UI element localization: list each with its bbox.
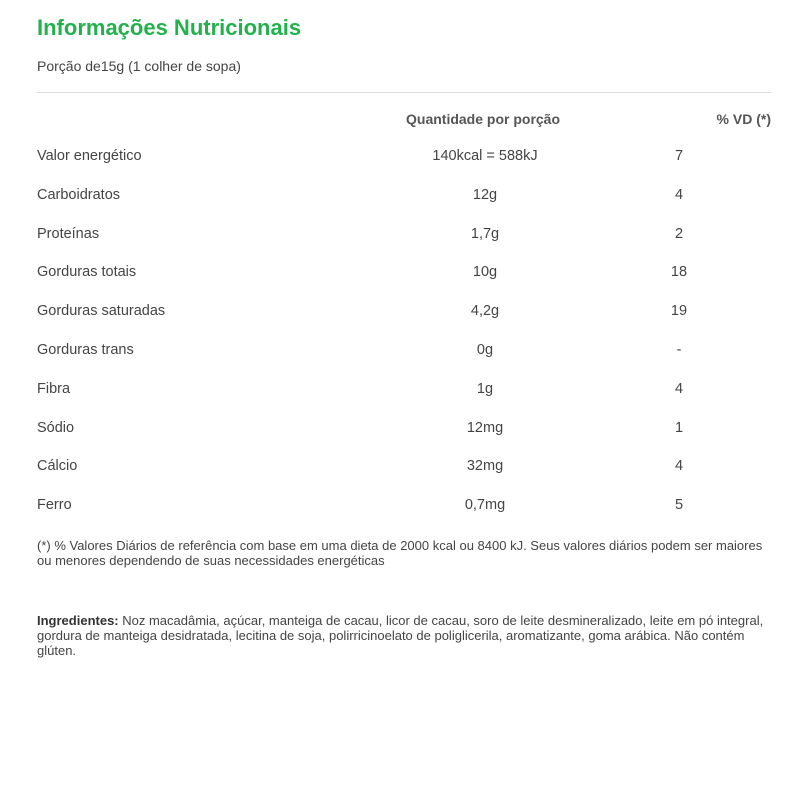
nutrient-quantity: 10g — [472, 264, 498, 281]
nutrient-daily-value: 2 — [674, 225, 684, 242]
nutrient-name: Valor energético — [37, 148, 142, 164]
nutrient-quantity: 1,7g — [470, 225, 500, 242]
nutrient-daily-value: 1 — [674, 419, 684, 436]
table-row — [37, 218, 771, 257]
nutrient-quantity: 140kcal = 588kJ — [432, 148, 538, 164]
nutrient-name: Sódio — [37, 419, 75, 436]
nutrient-daily-value: 7 — [674, 148, 684, 164]
nutrient-daily-value: 18 — [670, 264, 688, 281]
table-row — [37, 179, 771, 218]
table-row — [37, 334, 771, 373]
table-row — [37, 140, 771, 179]
nutrient-name: Ferro — [37, 497, 72, 514]
table-row — [37, 295, 771, 334]
nutrient-name: Gorduras saturadas — [37, 303, 166, 320]
daily-value-footnote: (*) % Valores Diários de referência com base em uma dieta de 2000 kcal ou 8400 kJ. Seus valores diários podem ser maiores ou menores dependendo de suas necessidades energéticas — [37, 538, 763, 568]
nutrient-daily-value: 5 — [674, 497, 684, 514]
table-row — [37, 489, 771, 528]
nutrient-quantity: 0g — [476, 341, 494, 358]
nutrient-daily-value: 4 — [674, 458, 684, 475]
table-row — [37, 256, 771, 295]
nutrient-quantity: 0,7mg — [464, 497, 506, 514]
nutrient-name: Proteínas — [37, 225, 100, 242]
nutrient-name: Carboidratos — [37, 186, 121, 203]
table-row — [37, 373, 771, 412]
nutrient-quantity: 32mg — [466, 458, 504, 475]
ingredients-section — [37, 613, 777, 658]
ingredients-text: Noz macadâmia, açúcar, manteiga de cacau, licor de cacau, soro de leite desmineralizado, leite em pó integral, gordura de manteiga desidratada, lecitina de soja, polirricinoelato de poliglicerila, aromatizante, goma arábica. Não contém glúten. — [37, 613, 764, 658]
column-header-quantity: Quantidade por porção — [406, 111, 561, 127]
nutrient-daily-value: - — [676, 341, 682, 358]
nutrient-quantity: 12g — [472, 186, 498, 203]
nutrient-name: Fibra — [37, 380, 71, 397]
nutrient-name: Cálcio — [37, 458, 78, 475]
page-title: Informações Nutricionais — [37, 15, 302, 40]
nutrient-quantity: 12mg — [466, 419, 504, 436]
nutrient-quantity: 4,2g — [470, 303, 500, 320]
divider — [37, 92, 771, 93]
nutrient-daily-value: 4 — [674, 186, 684, 203]
table-row — [37, 412, 771, 451]
serving-size: Porção de15g (1 colher de sopa) — [37, 58, 241, 74]
table-row — [37, 450, 771, 489]
nutrient-daily-value: 19 — [670, 303, 688, 320]
nutrient-name: Gorduras trans — [37, 341, 134, 358]
nutrient-name: Gorduras totais — [37, 264, 137, 281]
nutrient-daily-value: 4 — [674, 380, 684, 397]
ingredients-label: Ingredientes: — [37, 613, 119, 628]
column-header-daily-value: % VD (*) — [716, 111, 771, 127]
nutrient-quantity: 1g — [476, 380, 494, 397]
nutrition-table — [37, 140, 771, 528]
